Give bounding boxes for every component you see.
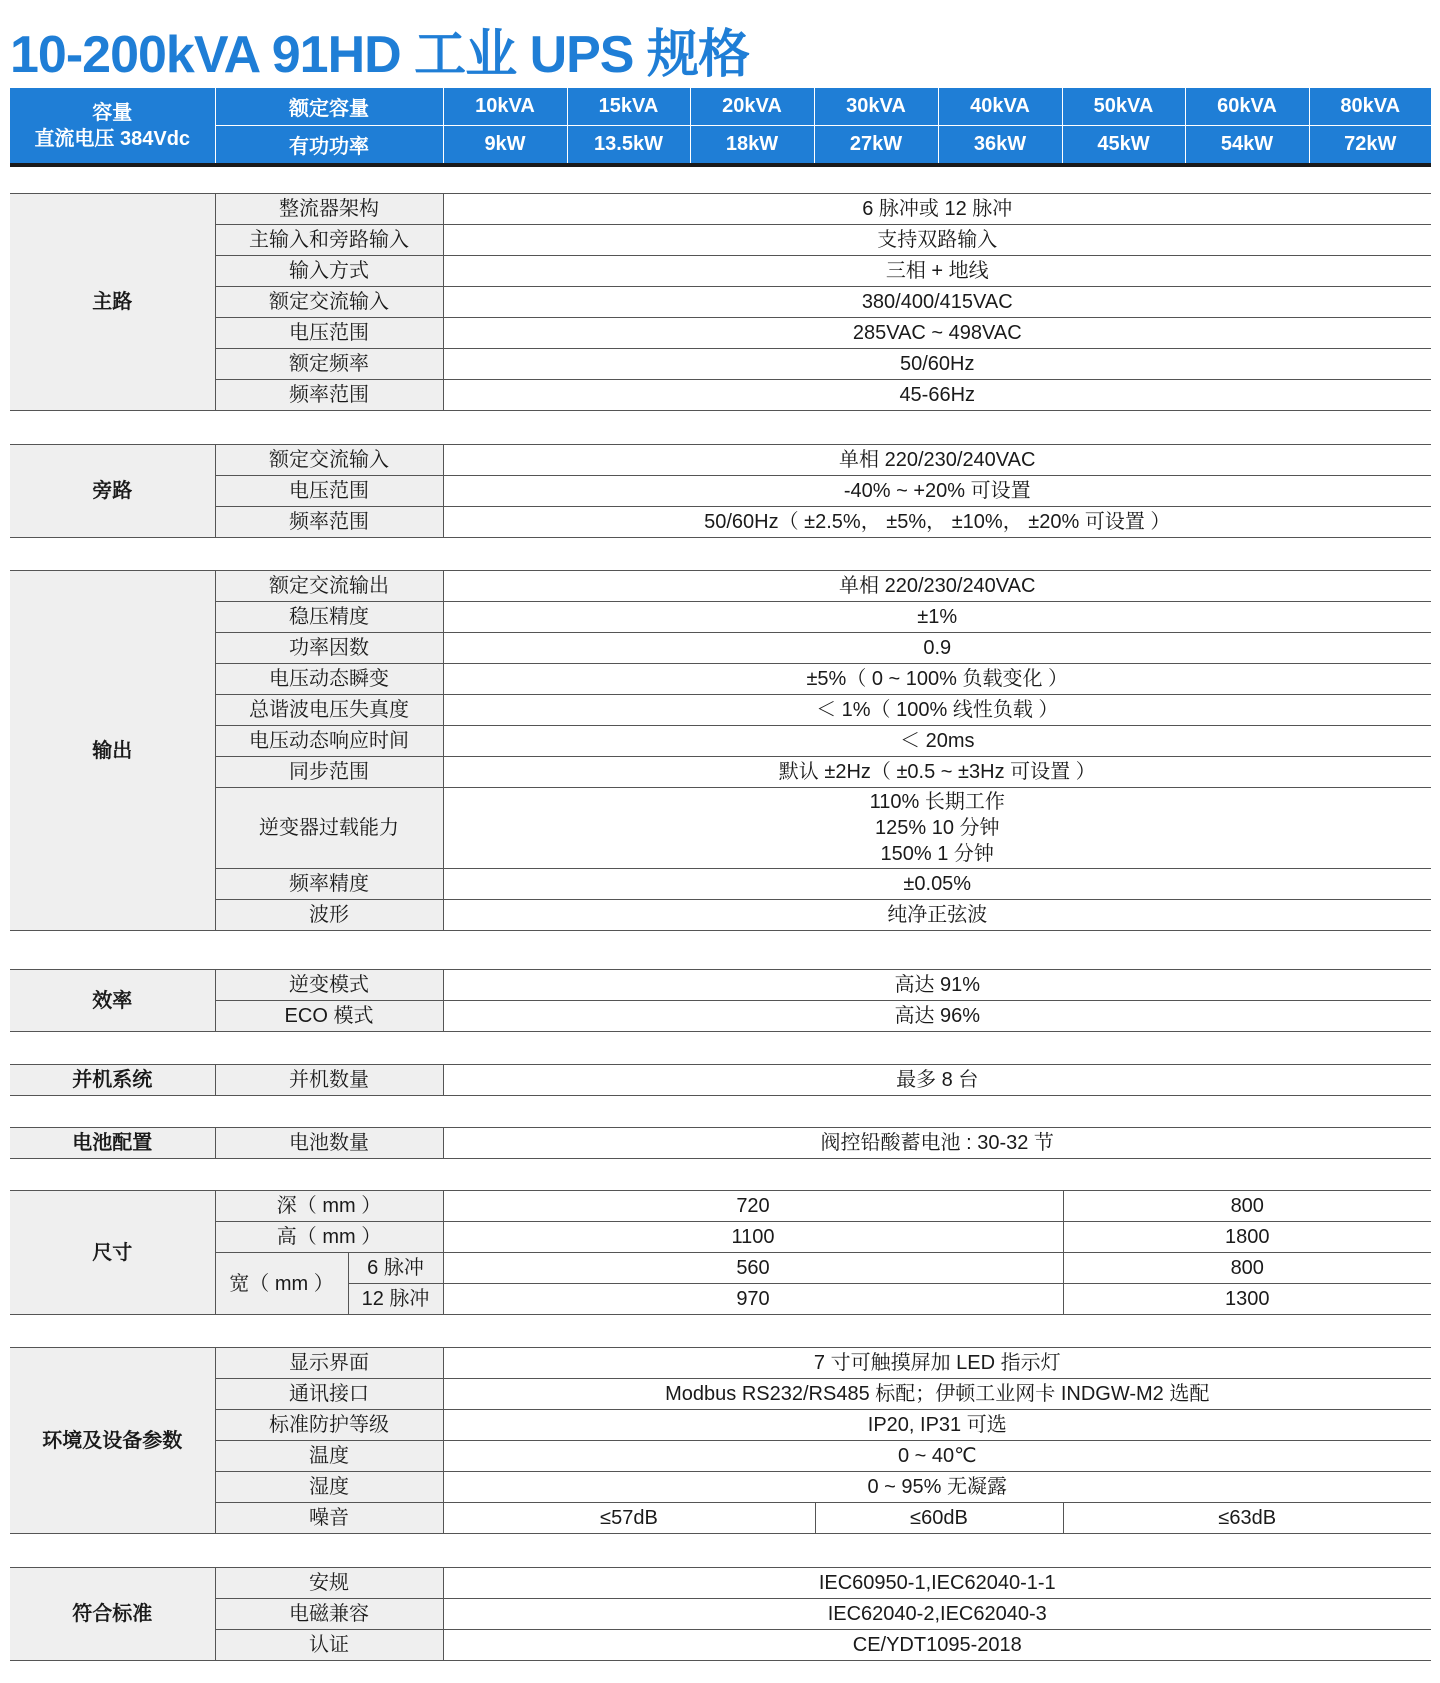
section-main — [10, 193, 1431, 411]
row-value: 单相 220/230/240VAC — [443, 571, 1431, 602]
row-label: 噪音 — [215, 1503, 443, 1534]
row-label: 总谐波电压失真度 — [215, 695, 443, 726]
row-label: 高（ mm ） — [215, 1222, 443, 1253]
section-output — [10, 570, 1431, 931]
capacity-cell: 40kVA — [938, 88, 1062, 126]
power-cell: 13.5kW — [567, 126, 690, 164]
row-value: 单相 220/230/240VAC — [443, 445, 1431, 476]
capacity-cell: 50kVA — [1062, 88, 1185, 126]
power-cell: 18kW — [690, 126, 814, 164]
row-value: ±0.05% — [443, 869, 1431, 900]
row-label: 额定交流输入 — [215, 445, 443, 476]
row-value: ≤63dB — [1063, 1503, 1431, 1534]
row-label: 标准防护等级 — [215, 1410, 443, 1441]
row-label: 额定频率 — [215, 349, 443, 380]
row-value: IEC62040-2,IEC62040-3 — [443, 1599, 1431, 1630]
row-value: 380/400/415VAC — [443, 287, 1431, 318]
row-label: 电压动态响应时间 — [215, 726, 443, 757]
row-label: 整流器架构 — [215, 194, 443, 225]
row-label: 通讯接口 — [215, 1379, 443, 1410]
active-power-label: 有功功率 — [215, 126, 443, 164]
row-value: 0 ~ 40℃ — [443, 1441, 1431, 1472]
overload-line: 110% 长期工作 — [869, 791, 1005, 813]
row-label: 电压范围 — [215, 476, 443, 507]
row-value: 高达 91% — [443, 970, 1431, 1001]
capacity-cell: 30kVA — [814, 88, 938, 126]
row-value: 45-66Hz — [443, 380, 1431, 411]
capacity-cell: 15kVA — [567, 88, 690, 126]
row-value: ≤57dB — [443, 1503, 815, 1534]
header-category — [10, 88, 215, 164]
section-standards — [10, 1567, 1431, 1661]
capacity-cell: 20kVA — [690, 88, 814, 126]
power-cell: 45kW — [1062, 126, 1185, 164]
power-cell: 72kW — [1309, 126, 1431, 164]
row-label: 输入方式 — [215, 256, 443, 287]
row-value: 默认 ±2Hz（ ±0.5 ~ ±3Hz 可设置 ） — [443, 757, 1431, 788]
power-cell: 54kW — [1185, 126, 1309, 164]
row-value: 1100 — [443, 1222, 1063, 1253]
row-value: 1800 — [1063, 1222, 1431, 1253]
row-value: 0.9 — [443, 633, 1431, 664]
section-title: 符合标准 — [10, 1568, 215, 1661]
row-label: ECO 模式 — [215, 1001, 443, 1032]
row-label: 稳压精度 — [215, 602, 443, 633]
row-value: 720 — [443, 1191, 1063, 1222]
row-label: 功率因数 — [215, 633, 443, 664]
row-value: 285VAC ~ 498VAC — [443, 318, 1431, 349]
row-value: 高达 96% — [443, 1001, 1431, 1032]
row-label: 电压动态瞬变 — [215, 664, 443, 695]
capacity-cell: 60kVA — [1185, 88, 1309, 126]
power-cell: 27kW — [814, 126, 938, 164]
row-value: 最多 8 台 — [443, 1065, 1431, 1096]
row-label: 电池数量 — [215, 1128, 443, 1159]
power-cell: 36kW — [938, 126, 1062, 164]
row-value: ≤60dB — [815, 1503, 1063, 1534]
section-title: 尺寸 — [10, 1191, 215, 1315]
overload-line: 125% 10 分钟 — [874, 817, 1000, 839]
row-value: ±1% — [443, 602, 1431, 633]
row-value: 6 脉冲或 12 脉冲 — [443, 194, 1431, 225]
rated-capacity-label: 额定容量 — [215, 88, 443, 126]
section-title: 并机系统 — [10, 1065, 215, 1096]
dc-voltage-label: 直流电压 384Vdc — [34, 127, 191, 150]
page-title: 10-200kVA 91HD 工业 UPS 规格 — [10, 26, 749, 84]
row-label: 温度 — [215, 1441, 443, 1472]
overload-line: 150% 1 分钟 — [880, 843, 994, 865]
spec-header — [10, 88, 1431, 164]
section-title: 旁路 — [10, 445, 215, 538]
section-efficiency — [10, 969, 1431, 1032]
row-value: 800 — [1063, 1253, 1431, 1284]
row-label: 主输入和旁路输入 — [215, 225, 443, 256]
section-bypass — [10, 444, 1431, 538]
row-value: 970 — [443, 1284, 1063, 1315]
row-label: 显示界面 — [215, 1348, 443, 1379]
row-value: 50/60Hz（ ±2.5%， ±5%， ±10%， ±20% 可设置 ） — [443, 507, 1431, 538]
row-label: 逆变器过载能力 — [215, 788, 443, 869]
section-title: 环境及设备参数 — [10, 1348, 215, 1534]
power-cell: 9kW — [443, 126, 567, 164]
row-sublabel: 6 脉冲 — [348, 1253, 443, 1284]
section-dimensions — [10, 1190, 1431, 1315]
overload-value — [443, 788, 1431, 869]
row-value: 50/60Hz — [443, 349, 1431, 380]
row-value: 0 ~ 95% 无凝露 — [443, 1472, 1431, 1503]
row-value: 三相 + 地线 — [443, 256, 1431, 287]
capacity-cell: 80kVA — [1309, 88, 1431, 126]
row-value: CE/YDT1095-2018 — [443, 1630, 1431, 1661]
header-divider — [10, 163, 1431, 167]
row-label: 频率精度 — [215, 869, 443, 900]
row-label: 电压范围 — [215, 318, 443, 349]
row-label: 逆变模式 — [215, 970, 443, 1001]
row-value: ＜ 20ms — [443, 726, 1431, 757]
row-label: 频率范围 — [215, 380, 443, 411]
row-label: 同步范围 — [215, 757, 443, 788]
row-value: Modbus RS232/RS485 标配；伊顿工业网卡 INDGW-M2 选配 — [443, 1379, 1431, 1410]
row-sublabel: 12 脉冲 — [348, 1284, 443, 1315]
row-label: 并机数量 — [215, 1065, 443, 1096]
section-title: 效率 — [10, 970, 215, 1032]
section-parallel — [10, 1064, 1431, 1096]
row-value: ±5%（ 0 ~ 100% 负载变化 ） — [443, 664, 1431, 695]
row-value: 阀控铅酸蓄电池 : 30-32 节 — [443, 1128, 1431, 1159]
row-label: 宽（ mm ） — [215, 1253, 348, 1315]
section-title: 输出 — [10, 571, 215, 931]
row-value: -40% ~ +20% 可设置 — [443, 476, 1431, 507]
section-environment — [10, 1347, 1431, 1534]
row-label: 波形 — [215, 900, 443, 931]
row-label: 认证 — [215, 1630, 443, 1661]
row-label: 频率范围 — [215, 507, 443, 538]
section-title: 电池配置 — [10, 1128, 215, 1159]
section-battery — [10, 1127, 1431, 1159]
row-label: 额定交流输出 — [215, 571, 443, 602]
row-label: 安规 — [215, 1568, 443, 1599]
row-label: 深（ mm ） — [215, 1191, 443, 1222]
section-title: 主路 — [10, 194, 215, 411]
row-value: 支持双路输入 — [443, 225, 1431, 256]
row-value: 纯净正弦波 — [443, 900, 1431, 931]
row-value: 800 — [1063, 1191, 1431, 1222]
row-value: ＜ 1%（ 100% 线性负载 ） — [443, 695, 1431, 726]
capacity-cell: 10kVA — [443, 88, 567, 126]
row-value: 1300 — [1063, 1284, 1431, 1315]
row-value: 7 寸可触摸屏加 LED 指示灯 — [443, 1348, 1431, 1379]
row-value: 560 — [443, 1253, 1063, 1284]
row-value: IP20, IP31 可选 — [443, 1410, 1431, 1441]
row-value: IEC60950-1,IEC62040-1-1 — [443, 1568, 1431, 1599]
row-label: 额定交流输入 — [215, 287, 443, 318]
capacity-label: 容量 — [92, 101, 133, 124]
row-label: 湿度 — [215, 1472, 443, 1503]
row-label: 电磁兼容 — [215, 1599, 443, 1630]
